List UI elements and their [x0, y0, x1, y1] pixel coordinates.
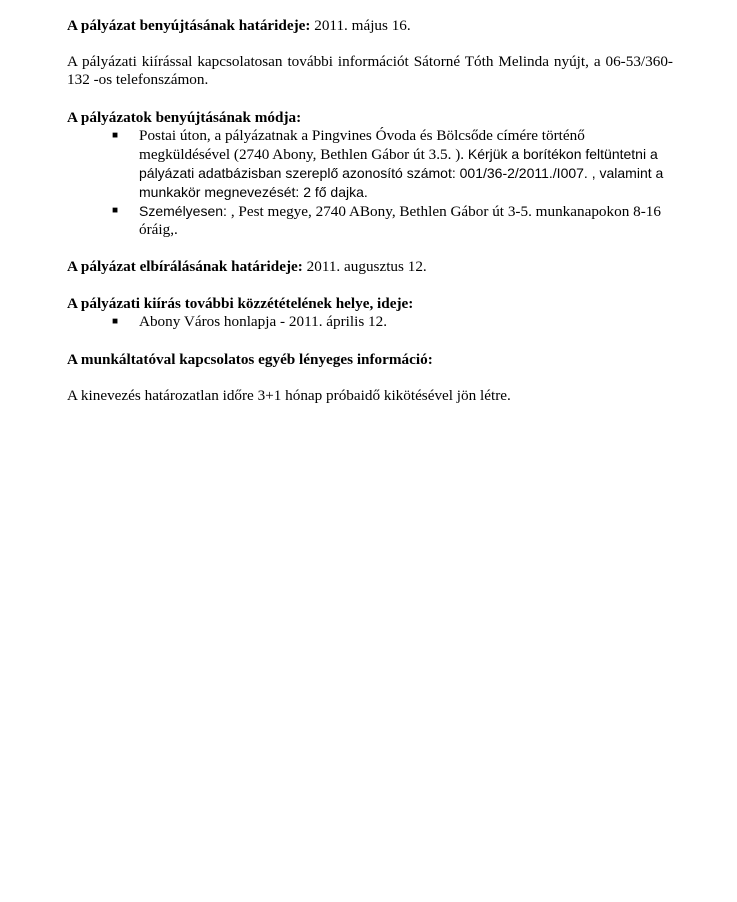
deadline-line [67, 17, 673, 35]
submission-item-personal-text: , Pest megye, 2740 ABony, Bethlen Gábor út 3-5. munkanapokon 8-16 óráig,. [139, 203, 661, 238]
bullet-icon: ■ [112, 130, 119, 141]
info-paragraph: A pályázati kiírással kapcsolatosan további információt Sátorné Tóth Melinda nyújt, a 06-53/360-132 -os telefonszámon. [67, 53, 673, 88]
bullet-icon: ■ [112, 316, 119, 327]
submission-heading: A pályázatok benyújtásának módja: [67, 109, 302, 126]
submission-item-personal-label: Személyesen: [139, 203, 231, 219]
publication-heading: A pályázati kiírás további közzétételének helye, ideje: [67, 295, 414, 312]
evaluation-line [67, 258, 673, 276]
publication-list [67, 313, 687, 331]
submission-item-personal [67, 202, 687, 239]
deadline-label: A pályázat benyújtásának határideje: [67, 17, 311, 34]
bullet-icon: ■ [112, 205, 119, 216]
employer-heading: A munkáltatóval kapcsolatos egyéb lényeges információ: [67, 351, 433, 368]
publication-item [67, 313, 687, 331]
submission-item-post-text: Postai úton, a pályázatnak a Pingvines Óvoda és Bölcsőde címére történő megküldésével (2740 Abony, Bethlen Gábor út 3.5. ). [139, 127, 585, 163]
submission-item-post-note: Kérjük a borítékon feltüntetni a pályázati adatbázisban szereplő azonosító számot: 001/36-2/2011./I007. , valamint a munkakör megnevezését: 2 fő dajka. [139, 146, 664, 200]
evaluation-label: A pályázat elbírálásának határideje: [67, 258, 303, 275]
submission-list [67, 127, 687, 239]
submission-item-post [67, 127, 687, 202]
evaluation-value: 2011. augusztus 12. [302, 258, 427, 275]
appointment-paragraph: A kinevezés határozatlan időre 3+1 hónap próbaidő kikötésével jön létre. [67, 387, 511, 404]
publication-item-text: Abony Város honlapja - 2011. április 12. [139, 313, 388, 330]
deadline-value: 2011. május 16. [310, 17, 411, 34]
